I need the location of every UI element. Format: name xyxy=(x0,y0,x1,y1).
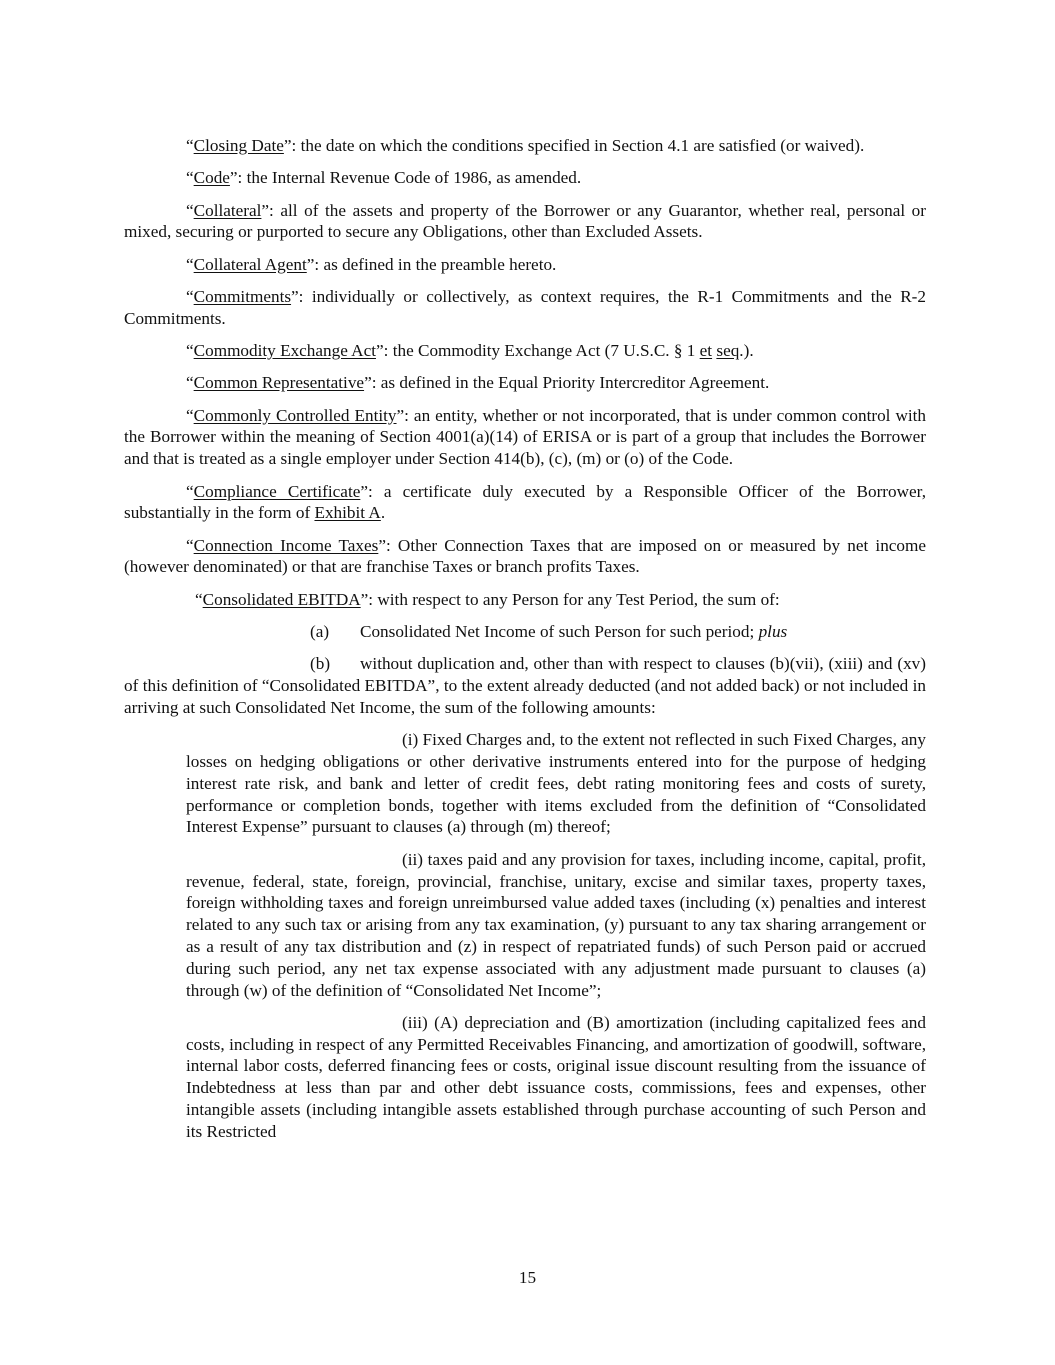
definition-commodity-exchange-act: “Commodity Exchange Act”: the Commodity Exchange Act (7 U.S.C. § 1 et seq.). xyxy=(186,341,754,361)
ebitda-clause-a: (a) Consolidated Net Income of such Person for such period; plus xyxy=(310,622,788,642)
definition-common-representative: “Common Representative”: as defined in the Equal Priority Intercreditor Agreement. xyxy=(186,373,770,393)
latin-et: et xyxy=(699,341,713,361)
page-number: 15 xyxy=(518,1268,537,1287)
ebitda-subclause-iii: (iii) (A) depreciation and (B) amortization (including capitalized fees and costs, including in respect of any Permitted Receivables Financing, and amortization of goodwill, software, internal labor costs, deferred financing fees or costs, original issue discount resulting from the issuance of Indebtedness at less than par and other debt issuance costs, commissions, fees and expenses, other intangible assets (including intangible assets established through purchase accounting of such Person and its Restricted xyxy=(186,1012,926,1141)
defined-term: Commitments xyxy=(193,286,292,306)
clause-label: (a) xyxy=(310,622,330,642)
document-body xyxy=(124,135,926,1153)
definition-code: “Code”: the Internal Revenue Code of 1986, as amended. xyxy=(186,168,582,188)
latin-seq: seq xyxy=(716,341,740,361)
definition-collateral-agent: “Collateral Agent”: as defined in the preamble hereto. xyxy=(186,254,557,274)
ebitda-subclause-ii: (ii) taxes paid and any provision for taxes, including income, capital, profit, revenue, federal, state, foreign, provincial, franchise, unitary, excise and similar taxes, property taxes, foreign withholding taxes and foreign unreimbursed value added taxes (including (x) penalties and interest related to any such tax or arising from any tax examination, (y) pursuant to any tax sharing arrangement or as a result of any tax distribution and (z) in respect of repatriated funds) of such Person paid or accrued during such period, any net tax expense associated with any adjustment made pursuant to clauses (a) through (w) of the definition of “Consolidated Net Income”; xyxy=(186,849,926,1000)
ebitda-clause-b: (b) without duplication and, other than with respect to clauses (b)(vii), (xiii) and (xv) of this definition of “Consolidated EBITDA”, to the extent already deducted (and not added back) or not included in arriving at such Consolidated Net Income, the sum of the following amounts: xyxy=(124,654,926,717)
definition-connection-income-taxes: “Connection Income Taxes”: Other Connection Taxes that are imposed on or measured by net income (however denominated) or that are franchise Taxes or branch profits Taxes. xyxy=(124,535,927,577)
defined-term: Connection Income Taxes xyxy=(193,535,379,555)
defined-term: Commodity Exchange Act xyxy=(193,341,376,361)
defined-term: Closing Date xyxy=(193,136,284,155)
definition-consolidated-ebitda: “Consolidated EBITDA”: with respect to any Person for any Test Period, the sum of: xyxy=(195,589,780,609)
definition-closing-date: “Closing Date”: the date on which the conditions specified in Section 4.1 are satisfied (or waived). xyxy=(186,136,865,155)
definition-compliance-certificate: “Compliance Certificate”: a certificate duly executed by a Responsible Officer of the Borrower, substantially in the form of Exhibit A. xyxy=(124,481,926,523)
defined-term: Code xyxy=(193,168,230,188)
plus-connector: plus xyxy=(758,622,788,642)
defined-term: Collateral xyxy=(193,200,262,220)
definition-collateral: “Collateral”: all of the assets and property of the Borrower or any Guarantor, whether real, personal or mixed, securing or purported to secure any Obligations, other than Excluded Assets. xyxy=(124,200,926,242)
defined-term: Compliance Certificate xyxy=(193,481,361,501)
defined-term: Consolidated EBITDA xyxy=(202,589,361,609)
ebitda-subclause-i: (i) Fixed Charges and, to the extent not reflected in such Fixed Charges, any losses on hedging obligations or other derivative instruments entered into for the purpose of hedging interest rate risk, and bank and letter of credit fees, debt rating monitoring fees and costs of surety, performance or completion bonds, together with items excluded from the definition of “Consolidated Interest Expense” pursuant to clauses (a) through (m) thereof; xyxy=(186,730,926,837)
definition-commitments: “Commitments”: individually or collectively, as context requires, the R-1 Commitments and the R-2 Commitments. xyxy=(124,286,926,328)
defined-term: Common Representative xyxy=(193,373,365,393)
exhibit-reference: Exhibit A xyxy=(314,503,381,523)
definition-commonly-controlled-entity: “Commonly Controlled Entity”: an entity, whether or not incorporated, that is under common control with the Borrower within the meaning of Section 4001(a)(14) of ERISA or is part of a group that includes the Borrower and that is treated as a single employer under Section 414(b), (c), (m) or (o) of the Code. xyxy=(124,405,926,469)
clause-label: (b) xyxy=(310,654,331,674)
defined-term: Collateral Agent xyxy=(193,254,307,274)
defined-term: Commonly Controlled Entity xyxy=(193,405,397,425)
